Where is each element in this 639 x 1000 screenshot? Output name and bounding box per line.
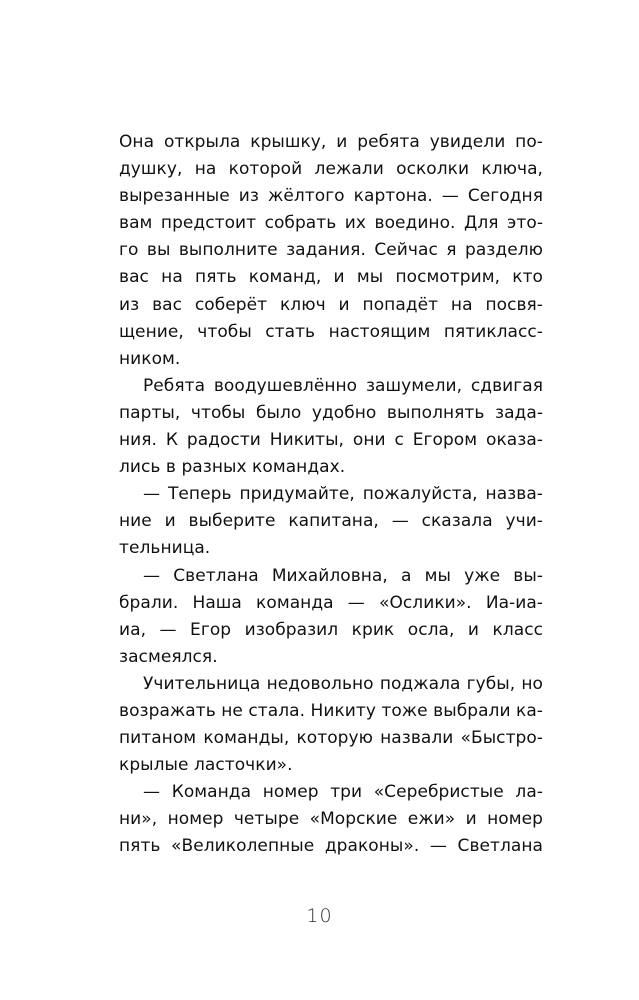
text-line: Она открыла крышку, и ребята увидели по- <box>119 132 543 152</box>
text-line: вам предстоит собрать их воедино. Для это- <box>119 213 543 234</box>
body-text <box>119 129 543 861</box>
text-line: из вас соберёт ключ и попадёт на посвя- <box>119 294 543 315</box>
text-line: вырезанные из жёлтого картона. — Сегодня <box>119 186 543 207</box>
text-line: пять «Великолепные драконы». — Светлана <box>119 836 543 857</box>
text-line: вас на пять команд, и мы посмотрим, кто <box>119 267 543 288</box>
text-line: возражать не стала. Никиту тоже выбрали ка- <box>119 700 543 721</box>
text-line: тельница. <box>119 538 211 559</box>
text-line: ние и выберите капитана, — сказала учи- <box>119 511 543 532</box>
text-line: душку, на которой лежали осколки ключа, <box>119 159 543 180</box>
text-line: брали. Наша команда — «Ослики». Иа-иа- <box>119 592 543 613</box>
text-line: лись в разных командах. <box>119 457 346 478</box>
text-line: ником. <box>119 348 181 369</box>
text-line: — Теперь придумайте, пожалуйста, назва- <box>143 484 543 505</box>
text-line: Ребята воодушевлённо зашумели, сдвигая <box>143 375 543 396</box>
text-line: ни», номер четыре «Морские ежи» и номер <box>119 809 543 830</box>
text-line: щение, чтобы стать настоящим пятикласс- <box>119 321 543 342</box>
text-line: засмеялся. <box>119 646 218 667</box>
page-number: 10 <box>306 905 333 927</box>
text-line: Учительница недовольно поджала губы, но <box>143 673 543 694</box>
text-line: иа, — Егор изобразил крик осла, и класс <box>119 619 543 640</box>
text-line: — Светлана Михайловна, а мы уже вы- <box>143 565 543 586</box>
text-line: — Команда номер три «Серебристые ла- <box>143 782 543 803</box>
text-line: го вы выполните задания. Сейчас я разделю <box>119 240 543 261</box>
text-line: крылые ласточки». <box>119 755 293 776</box>
text-line: ния. К радости Никиты, они с Егором оказа- <box>119 430 543 451</box>
text-line: парты, чтобы было удобно выполнять зада- <box>119 402 543 423</box>
text-line: питаном команды, которую назвали «Быстро- <box>119 728 543 749</box>
